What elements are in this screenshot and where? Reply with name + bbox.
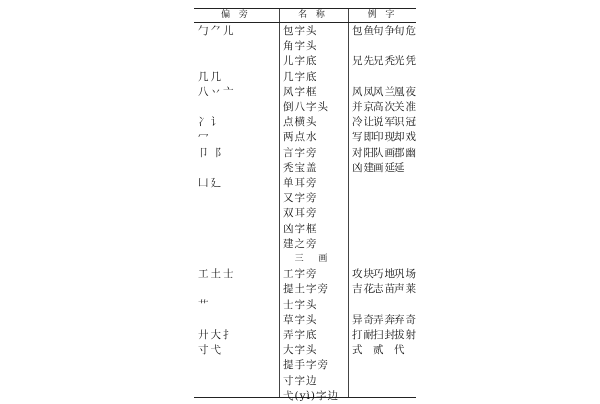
example-cell — [352, 146, 416, 161]
example-chars: 兄秃 — [373, 55, 396, 68]
example-chars: 冷让 — [352, 116, 375, 129]
table-row — [194, 130, 416, 145]
radical-name-cell: 两点水 — [283, 131, 318, 144]
radical-cell: 廾大扌 — [198, 329, 236, 341]
header-radical: 偏 旁 — [221, 10, 251, 20]
radical-name-cell: 风字框 — [283, 85, 318, 98]
radical-cell: 艹 — [198, 298, 211, 311]
header-examples: 例 字 — [367, 10, 398, 20]
example-cell — [352, 237, 416, 252]
example-cell — [352, 176, 416, 191]
radical-name-cell: 建之旁 — [283, 237, 318, 250]
example-chars: 说军 — [373, 116, 396, 129]
radical-name-cell: 草字头 — [283, 313, 318, 326]
example-chars: 兄先 — [352, 55, 375, 68]
radical-name-cell: 点横头 — [283, 116, 318, 129]
example-cell — [352, 374, 416, 389]
example-chars: 延 — [394, 161, 406, 174]
example-chars: 风兰 — [373, 85, 396, 98]
example-chars: 画延 — [373, 161, 396, 174]
table-row — [194, 267, 416, 282]
table-row — [194, 161, 416, 176]
radical-cell: 勹⺈儿 — [198, 25, 236, 37]
example-chars: 式 — [352, 344, 364, 357]
table-row — [194, 100, 416, 115]
radical-name-cell: 秃宝盖 — [283, 161, 318, 174]
example-chars: 并京 — [352, 101, 375, 113]
example-chars: 对阳 — [352, 146, 375, 159]
example-cell — [352, 389, 416, 404]
radical-name-cell: 寸字边 — [283, 374, 318, 387]
example-cell — [352, 100, 416, 115]
table-row — [194, 389, 416, 404]
radical-cell: 冫讠 — [198, 116, 223, 129]
table-row — [194, 328, 416, 343]
radical-name-cell: 双耳旁 — [283, 207, 318, 220]
example-cell — [352, 161, 416, 176]
example-cell — [352, 85, 416, 100]
example-chars: 吉花 — [352, 283, 375, 296]
example-chars: 包鱼 — [352, 25, 375, 37]
radical-name-cell: 言字旁 — [283, 146, 318, 159]
radical-table-sheet — [194, 0, 416, 400]
radical-name-cell: 包字头 — [283, 25, 318, 37]
example-cell — [352, 130, 416, 145]
example-chars: 凶建 — [352, 161, 375, 174]
radical-name-cell: 弄字底 — [283, 329, 318, 341]
table-row — [194, 222, 416, 237]
table-row — [194, 115, 416, 130]
example-chars: 印现 — [373, 131, 396, 144]
example-chars: 扫封 — [373, 329, 396, 341]
radical-name-cell: 凶字框 — [283, 222, 318, 235]
example-cell — [352, 222, 416, 237]
example-cell — [352, 267, 416, 282]
radical-table — [194, 8, 417, 402]
example-cell — [352, 206, 416, 221]
example-chars: 光凭 — [394, 55, 417, 68]
table-row — [194, 206, 416, 221]
radical-cell: 冖 — [198, 131, 211, 144]
example-chars: 代 — [394, 344, 406, 357]
table-row — [194, 343, 416, 358]
section-title: 三 画 — [294, 254, 334, 264]
radical-name-cell: 工字旁 — [283, 268, 318, 281]
example-cell — [352, 24, 416, 39]
radical-name-cell: 倒八字头 — [283, 101, 329, 113]
table-row — [194, 358, 416, 373]
example-cell — [352, 115, 416, 130]
radical-name-cell: 儿字底 — [283, 55, 318, 68]
radical-cell: 工土士 — [198, 268, 236, 281]
example-cell — [352, 39, 416, 54]
table-row — [194, 313, 416, 328]
radical-name-cell: 几字底 — [283, 70, 318, 83]
radical-name-cell: 提土字旁 — [283, 283, 329, 296]
table-row — [194, 374, 416, 389]
radical-name-cell: 大字头 — [283, 344, 318, 357]
radical-name-cell: 角字头 — [283, 40, 318, 53]
table-row — [194, 298, 416, 313]
table-row — [194, 39, 416, 54]
table-row — [194, 85, 416, 100]
table-row — [194, 146, 416, 161]
example-chars: 风凤 — [352, 85, 375, 98]
example-chars: 声莱 — [394, 283, 417, 296]
example-cell — [352, 358, 416, 373]
example-chars: 旬危 — [394, 25, 417, 37]
example-chars: 志苗 — [373, 283, 396, 296]
example-chars: 弄奔 — [373, 313, 396, 326]
table-header — [194, 9, 416, 23]
example-cell — [352, 191, 416, 206]
example-cell — [352, 70, 416, 85]
radical-name-cell: 又字旁 — [283, 192, 318, 205]
radical-cell: 八丷亠 — [198, 85, 236, 98]
radical-cell: 寸弋 — [198, 344, 223, 357]
example-chars: 巩场 — [394, 268, 417, 281]
example-cell — [352, 282, 416, 297]
example-chars: 识冠 — [394, 116, 417, 129]
table-row — [194, 282, 416, 297]
table-row — [194, 24, 416, 39]
radical-cell: 卩⻏ — [198, 146, 223, 159]
example-chars: 队画 — [373, 146, 396, 159]
table-row — [194, 176, 416, 191]
example-cell — [352, 54, 416, 69]
example-chars: 弃奇 — [394, 313, 417, 326]
example-chars: 却戏 — [394, 131, 417, 144]
example-chars: 写即 — [352, 131, 375, 144]
example-chars: 凰夜 — [394, 85, 417, 98]
table-row — [194, 237, 416, 252]
example-cell — [352, 343, 416, 358]
example-chars: 打耐 — [352, 329, 375, 341]
example-chars: 拔射 — [394, 329, 417, 341]
radical-cell: 几几 — [198, 70, 223, 83]
example-cell — [352, 328, 416, 343]
header-name: 名 称 — [298, 10, 328, 20]
example-chars: 异奇 — [352, 313, 375, 326]
table-row — [194, 191, 416, 206]
radical-name-cell: 弋(yì)字边 — [283, 389, 339, 402]
radical-name-cell: 单耳旁 — [283, 177, 318, 189]
example-chars: 郡幽 — [394, 146, 417, 159]
table-row — [194, 54, 416, 69]
radical-cell: 凵廴 — [198, 177, 223, 189]
example-chars: 高次 — [373, 101, 396, 113]
radical-name-cell: 士字头 — [283, 298, 318, 311]
example-chars: 句争 — [373, 25, 396, 37]
example-chars: 攻块 — [352, 268, 375, 281]
radical-name-cell: 提手字旁 — [283, 359, 329, 372]
example-cell — [352, 313, 416, 328]
example-chars: 贰 — [373, 344, 385, 357]
example-chars: 巧地 — [373, 268, 396, 281]
example-chars: 关准 — [394, 101, 417, 113]
table-row — [194, 70, 416, 85]
example-cell — [352, 298, 416, 313]
